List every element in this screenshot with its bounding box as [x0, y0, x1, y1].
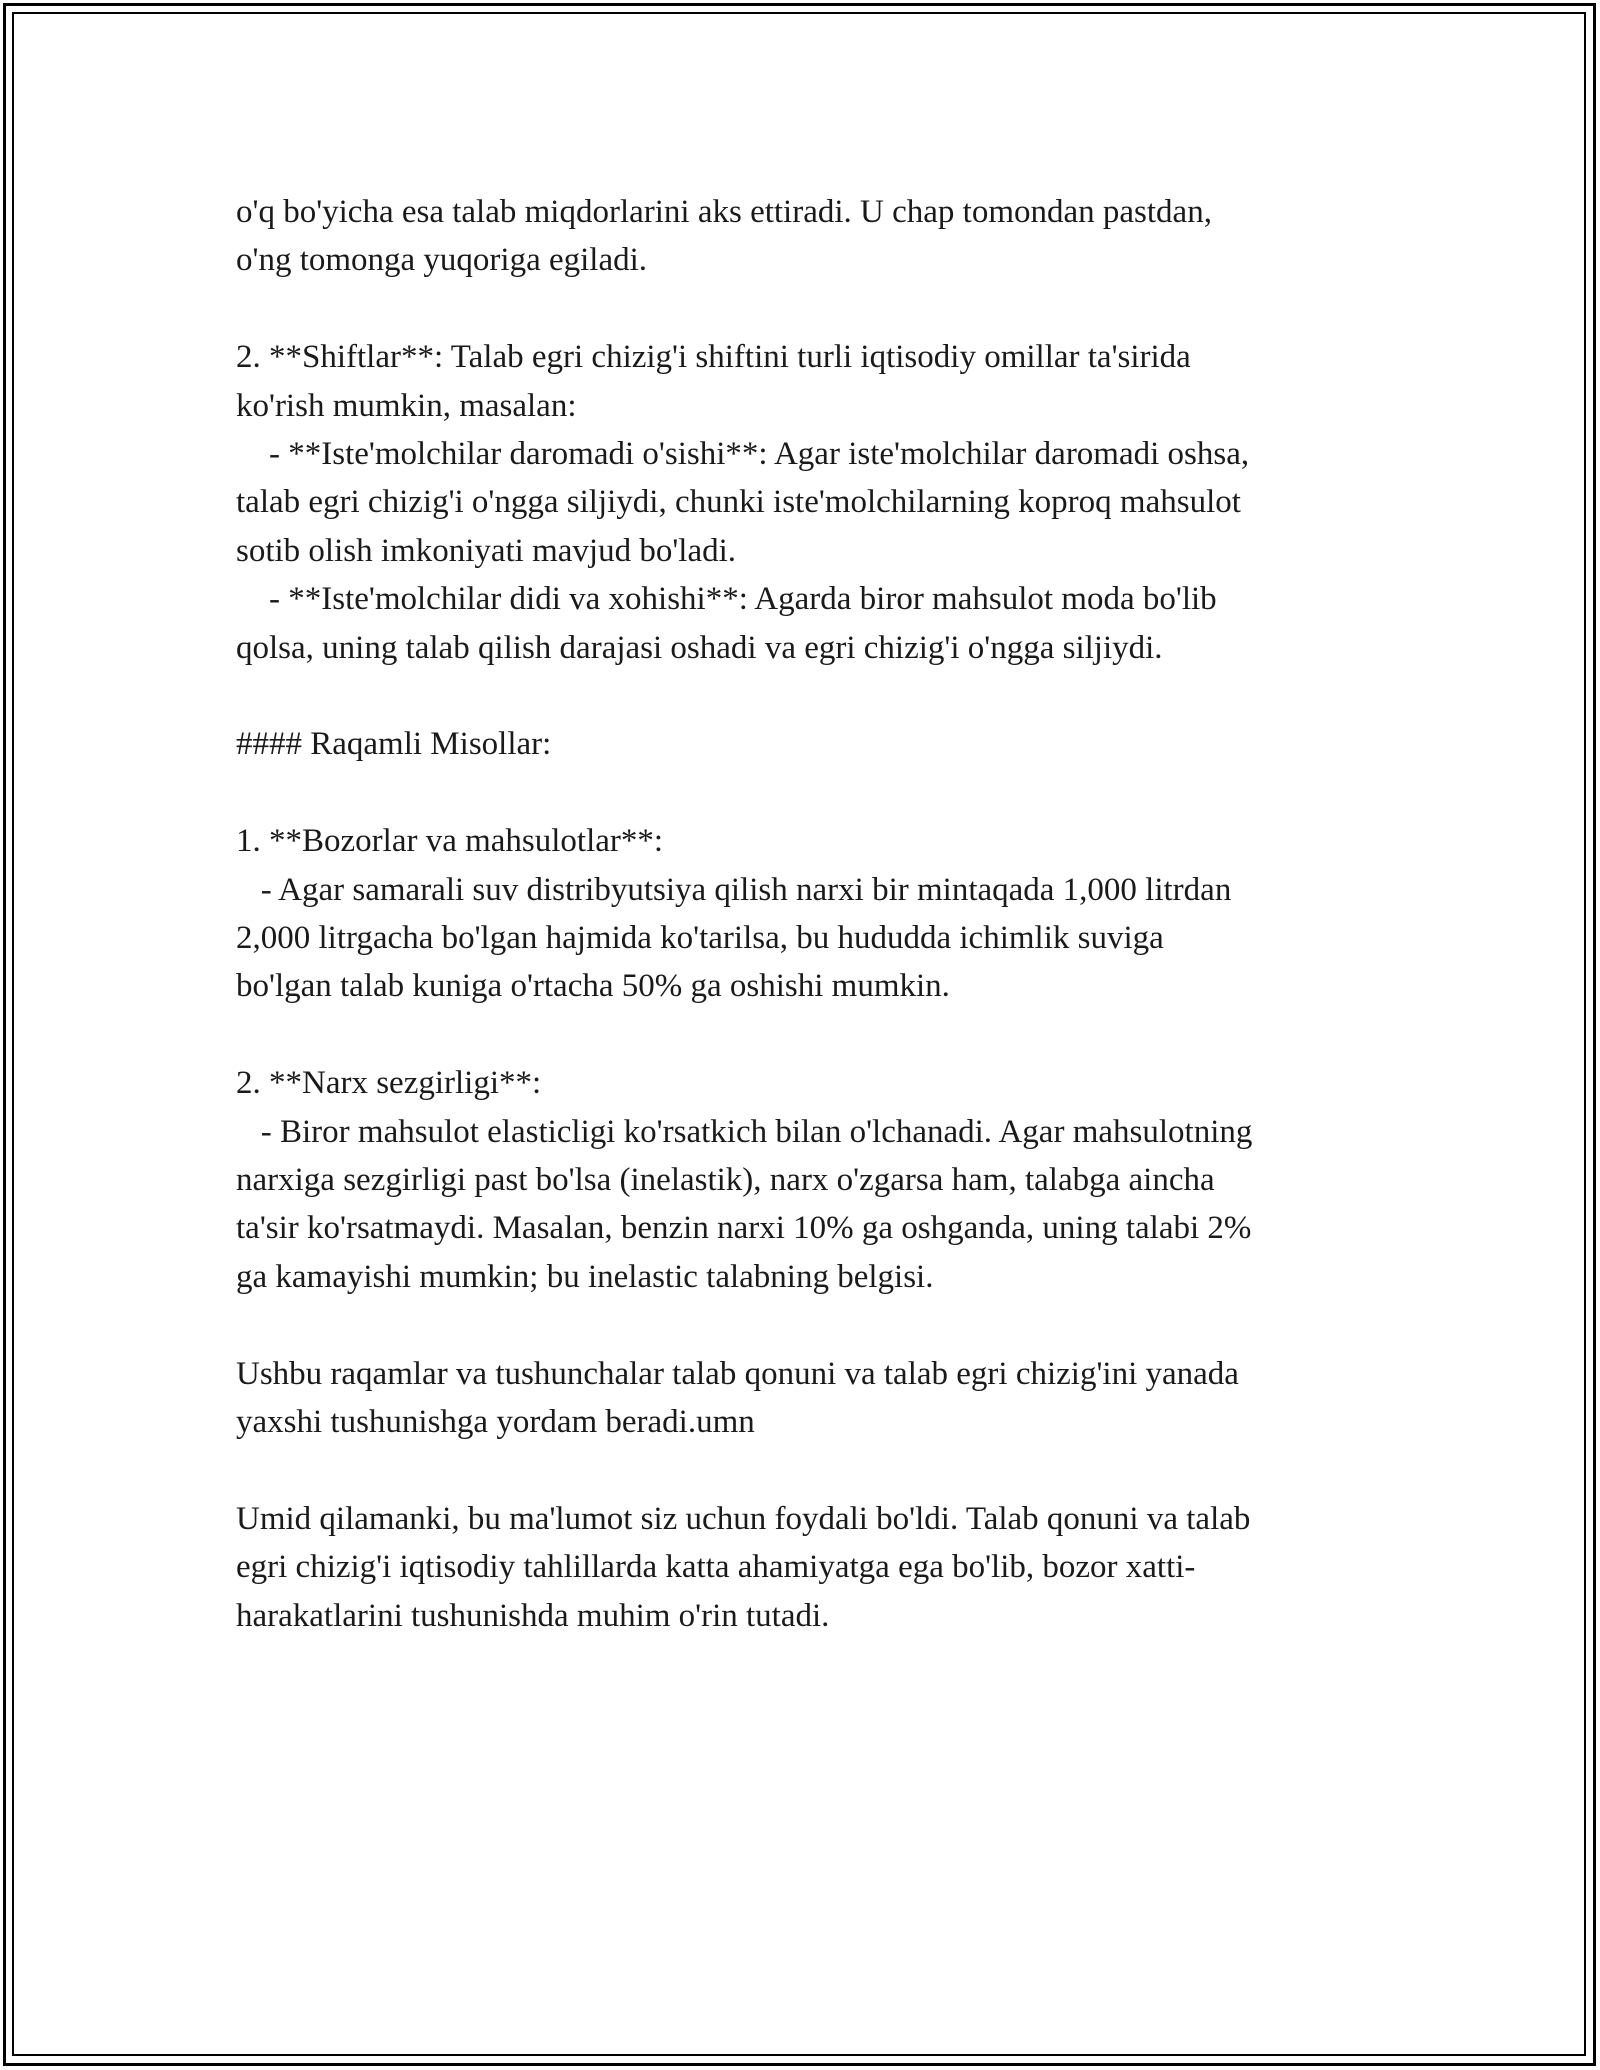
text-line: qolsa, uning talab qilish darajasi oshadi va egri chizig'i o'ngga siljiydi. — [236, 629, 1163, 666]
text-line: Ushbu raqamlar va tushunchalar talab qonuni va talab egri chizig'ini yanada — [236, 1355, 1239, 1392]
paragraph-gap — [236, 1301, 1376, 1349]
text-line: sotib olish imkoniyati mavjud bo'ladi. — [236, 532, 737, 569]
text-line: o'q bo'yicha esa talab miqdorlarini aks ettiradi. U chap tomondan pastdan, — [236, 194, 1212, 230]
text-line: - Agar samarali suv distribyutsiya qilish narxi bir mintaqada 1,000 litrdan — [236, 871, 1232, 908]
paragraph-gap — [236, 1446, 1376, 1494]
text-line: ta'sir ko'rsatmaydi. Masalan, benzin narxi 10% ga oshganda, uning talabi 2% — [236, 1210, 1252, 1247]
paragraph-gap — [236, 769, 1376, 817]
text-line: - **Iste'molchilar didi va xohishi**: Agarda biror mahsulot moda bo'lib — [236, 581, 1217, 618]
text-line: o'ng tomonga yuqoriga egiladi. — [236, 242, 648, 279]
paragraph-intro — [236, 188, 1376, 285]
text-line: 2. **Narx sezgirligi**: — [236, 1065, 542, 1102]
text-line: Umid qilamanki, bu ma'lumot siz uchun foydali bo'ldi. Talab qonuni va talab — [236, 1500, 1251, 1537]
paragraph-gap — [236, 672, 1376, 720]
text-line: 2,000 litrgacha bo'lgan hajmida ko'tarilsa, bu hududda ichimlik suviga — [236, 920, 1164, 957]
paragraph-shiftlar — [236, 333, 1376, 672]
text-line: 1. **Bozorlar va mahsulotlar**: — [236, 823, 664, 860]
text-line: harakatlarini tushunishda muhim o'rin tutadi. — [236, 1597, 830, 1634]
paragraph-gap — [236, 1011, 1376, 1059]
text-line: narxiga sezgirligi past bo'lsa (inelastik), narx o'zgarsa ham, talabga aincha — [236, 1162, 1215, 1199]
document-body — [236, 188, 1376, 1640]
paragraph-narx — [236, 1059, 1376, 1301]
text-line: yaxshi tushunishga yordam beradi.umn — [236, 1404, 755, 1441]
text-line: talab egri chizig'i o'ngga siljiydi, chunki iste'molchilarning koproq mahsulot — [236, 484, 1241, 521]
paragraph-ushbu — [236, 1350, 1376, 1447]
text-line: egri chizig'i iqtisodiy tahlillarda katta ahamiyatga ega bo'lib, bozor xatti- — [236, 1549, 1196, 1586]
text-line: - **Iste'molchilar daromadi o'sishi**: Agar iste'molchilar daromadi oshsa, — [236, 436, 1250, 473]
heading-text: #### Raqamli Misollar: — [236, 726, 552, 763]
paragraph-gap — [236, 285, 1376, 333]
text-line: - Biror mahsulot elasticligi ko'rsatkich bilan o'lchanadi. Agar mahsulotning — [236, 1113, 1253, 1150]
section-heading — [236, 720, 1376, 768]
text-line: bo'lgan talab kuniga o'rtacha 50% ga oshishi mumkin. — [236, 968, 950, 1005]
text-line: ko'rish mumkin, masalan: — [236, 387, 577, 424]
text-line: 2. **Shiftlar**: Talab egri chizig'i shiftini turli iqtisodiy omillar ta'sirida — [236, 339, 1191, 376]
paragraph-umid — [236, 1495, 1376, 1640]
paragraph-bozorlar — [236, 817, 1376, 1011]
text-line: ga kamayishi mumkin; bu inelastic talabning belgisi. — [236, 1258, 934, 1295]
